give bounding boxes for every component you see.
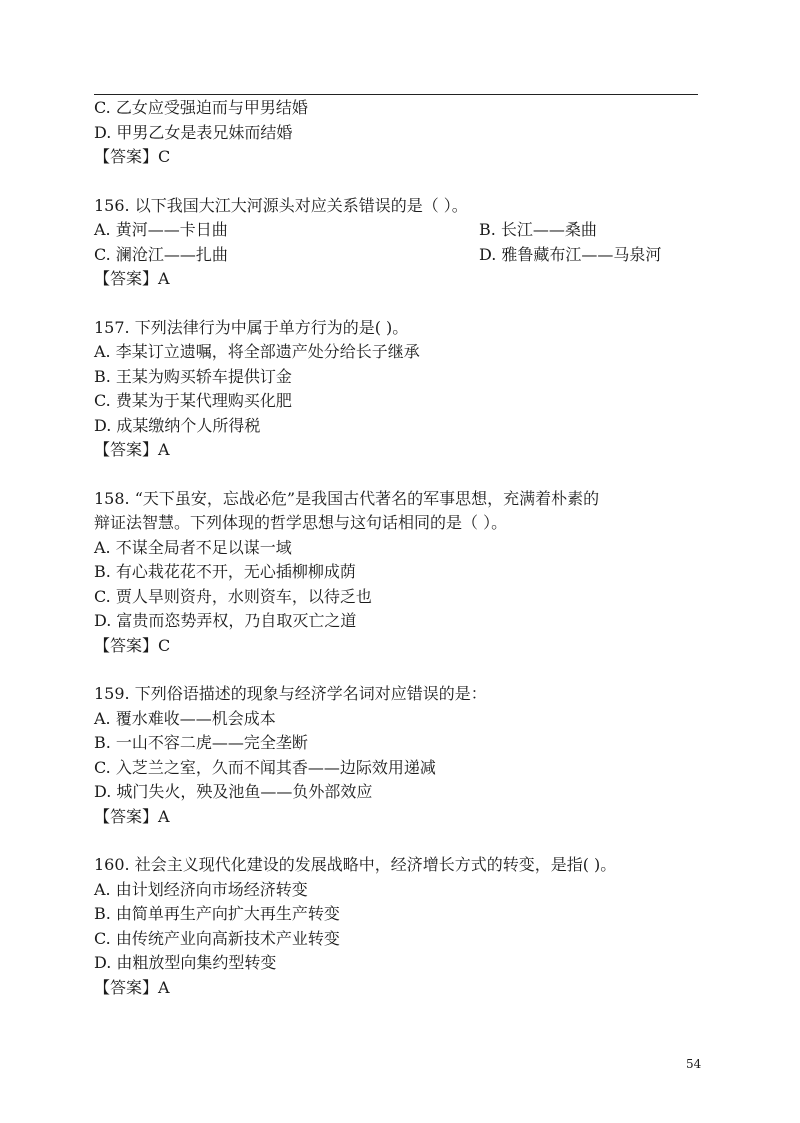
option-row [94,218,704,243]
option-d: D. 城门失火，殃及池鱼——负外部效应 [94,782,373,801]
option-a: A. 不谋全局者不足以谋一域 [94,537,292,557]
option-d: D. 成某缴纳个人所得税 [94,415,261,435]
option-c: C. 澜沧江——扎曲 [94,244,228,264]
question-158 [94,487,704,659]
question-156 [94,194,704,292]
option-d: D. 富贵而恣势弄权，乃自取灭亡之道 [94,611,357,630]
answer: 【答案】A [94,269,170,288]
header-rule [94,94,698,95]
option-a: A. 黄河——卡日曲 [94,220,228,239]
answer: 【答案】A [94,440,170,459]
option-c: C. 乙女应受强迫而与甲男结婚 [94,98,308,117]
answer: 【答案】C [94,147,171,166]
option-d: D. 甲男乙女是表兄妹而结婚 [94,122,293,142]
option-a: A. 李某订立遗嘱，将全部遗产处分给长子继承 [94,342,420,361]
page-content [94,96,704,1000]
option-c: C. 费某为于某代理购买化肥 [94,391,292,410]
page-number: 54 [686,1057,702,1071]
question-160 [94,853,704,1000]
question-159 [94,682,704,829]
option-b: B. 一山不容二虎——完全垄断 [94,733,308,752]
option-b: B. 有心栽花花不开，无心插柳柳成荫 [94,562,356,581]
answer: 【答案】A [94,806,170,826]
question-157 [94,316,704,463]
option-a: A. 覆水难收——机会成本 [94,708,276,728]
question-stem: 157. 下列法律行为中属于单方行为的是( )。 [94,317,409,337]
option-c: C. 入芝兰之室，久而不闻其香——边际效用递减 [94,757,436,777]
option-d: D. 雅鲁藏布江——马泉河 [479,244,662,264]
question-stem: 158. “天下虽安，忘战必危”是我国古代著名的军事思想，充满着朴素的 [94,488,600,508]
answer: 【答案】A [94,977,170,997]
question-stem: 156. 以下我国大江大河源头对应关系错误的是（ ）。 [94,195,468,215]
option-b: B. 王某为购买轿车提供订金 [94,366,292,386]
option-d: D. 由粗放型向集约型转变 [94,953,277,972]
question-stem: 160. 社会主义现代化建设的发展战略中，经济增长方式的转变，是指( )。 [94,855,617,874]
question-stem: 159. 下列俗语描述的现象与经济学名词对应错误的是： [94,684,487,703]
option-a: A. 由计划经济向市场经济转变 [94,879,308,899]
answer: 【答案】C [94,635,171,655]
question-155-tail [94,96,704,170]
question-stem-continued: 辩证法智慧。下列体现的哲学思想与这句话相同的是（ ）。 [94,513,508,532]
option-b: B. 长江——桑曲 [479,220,597,239]
option-b: B. 由简单再生产向扩大再生产转变 [94,904,340,923]
option-row [94,243,704,268]
option-c: C. 由传统产业向高新技术产业转变 [94,928,340,948]
option-c: C. 贾人旱则资舟，水则资车，以待乏也 [94,586,372,606]
